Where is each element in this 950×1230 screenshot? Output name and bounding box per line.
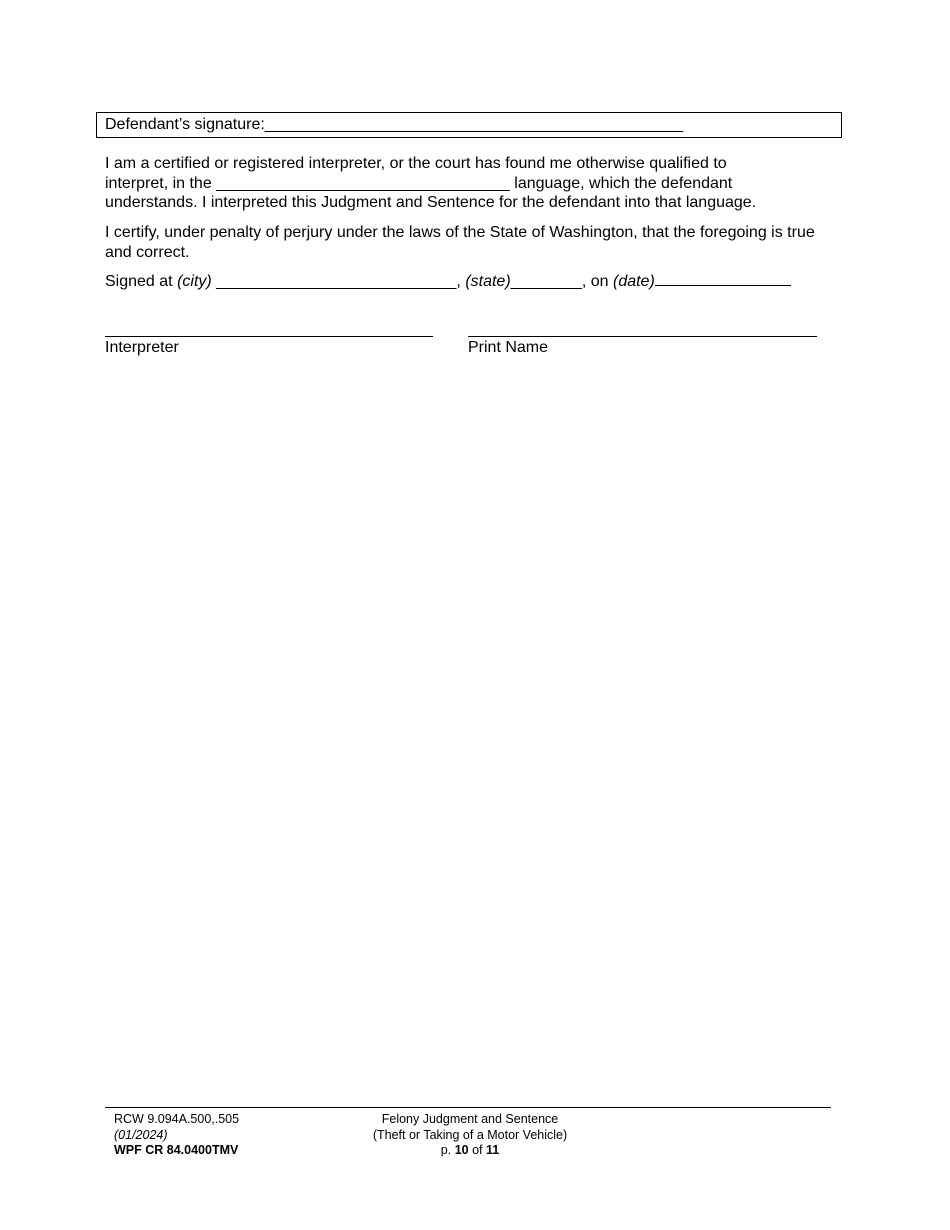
city-blank[interactable]: ___________________________,	[211, 273, 466, 290]
page-total: 11	[485, 1143, 500, 1157]
page-prefix: p.	[440, 1143, 455, 1157]
footer-rcw: RCW 9.094A.500,.505	[114, 1112, 240, 1126]
signed-at-prefix: Signed at	[105, 273, 178, 290]
date-blank[interactable]	[655, 271, 791, 286]
defendant-signature-label: Defendant’s signature:	[105, 116, 265, 133]
interpreter-label: Interpreter	[105, 339, 179, 356]
defendant-signature-blank[interactable]: _______________________________________________	[264, 116, 684, 133]
footer-center	[320, 1112, 620, 1159]
interpreter-statement-line2	[105, 174, 825, 194]
page-current: 10	[454, 1143, 469, 1157]
certification-statement: I certify, under penalty of perjury under the laws of the State of Washington, that the foregoing is true and correct.	[105, 224, 815, 261]
footer-form-id: WPF CR 84.0400TMV	[114, 1143, 239, 1157]
state-blank[interactable]: ________, on	[510, 273, 613, 290]
print-name-line[interactable]	[468, 336, 817, 337]
print-name-label: Print Name	[468, 339, 549, 356]
footer-date: (01/2024)	[114, 1127, 168, 1142]
interpreter-statement-line1: I am a certified or registered interpreter, or the court has found me otherwise qualified to	[105, 155, 727, 172]
interpreter-statement-line3: understands. I interpreted this Judgment and Sentence for the defendant into that language.	[105, 194, 757, 211]
line2-suffix: language, which the defendant	[509, 174, 733, 192]
state-label: (state)	[465, 273, 511, 290]
footer-divider	[105, 1107, 831, 1108]
interpreter-signature-line[interactable]	[105, 336, 433, 337]
footer-left	[114, 1112, 239, 1159]
signed-at-line	[105, 271, 791, 292]
footer-title-line2: (Theft or Taking of a Motor Vehicle)	[372, 1127, 568, 1142]
language-blank[interactable]: _________________________________	[216, 174, 510, 192]
interpreter-statement	[105, 154, 825, 213]
date-label: (date)	[612, 273, 655, 290]
footer-page-number	[320, 1143, 620, 1159]
defendant-signature-box	[96, 112, 842, 138]
defendant-signature-field[interactable]	[105, 115, 683, 135]
city-label: (city)	[177, 273, 212, 290]
page-of: of	[468, 1143, 486, 1157]
line2-prefix: interpret, in the	[105, 174, 217, 192]
footer-title-line1: Felony Judgment and Sentence	[381, 1112, 559, 1126]
